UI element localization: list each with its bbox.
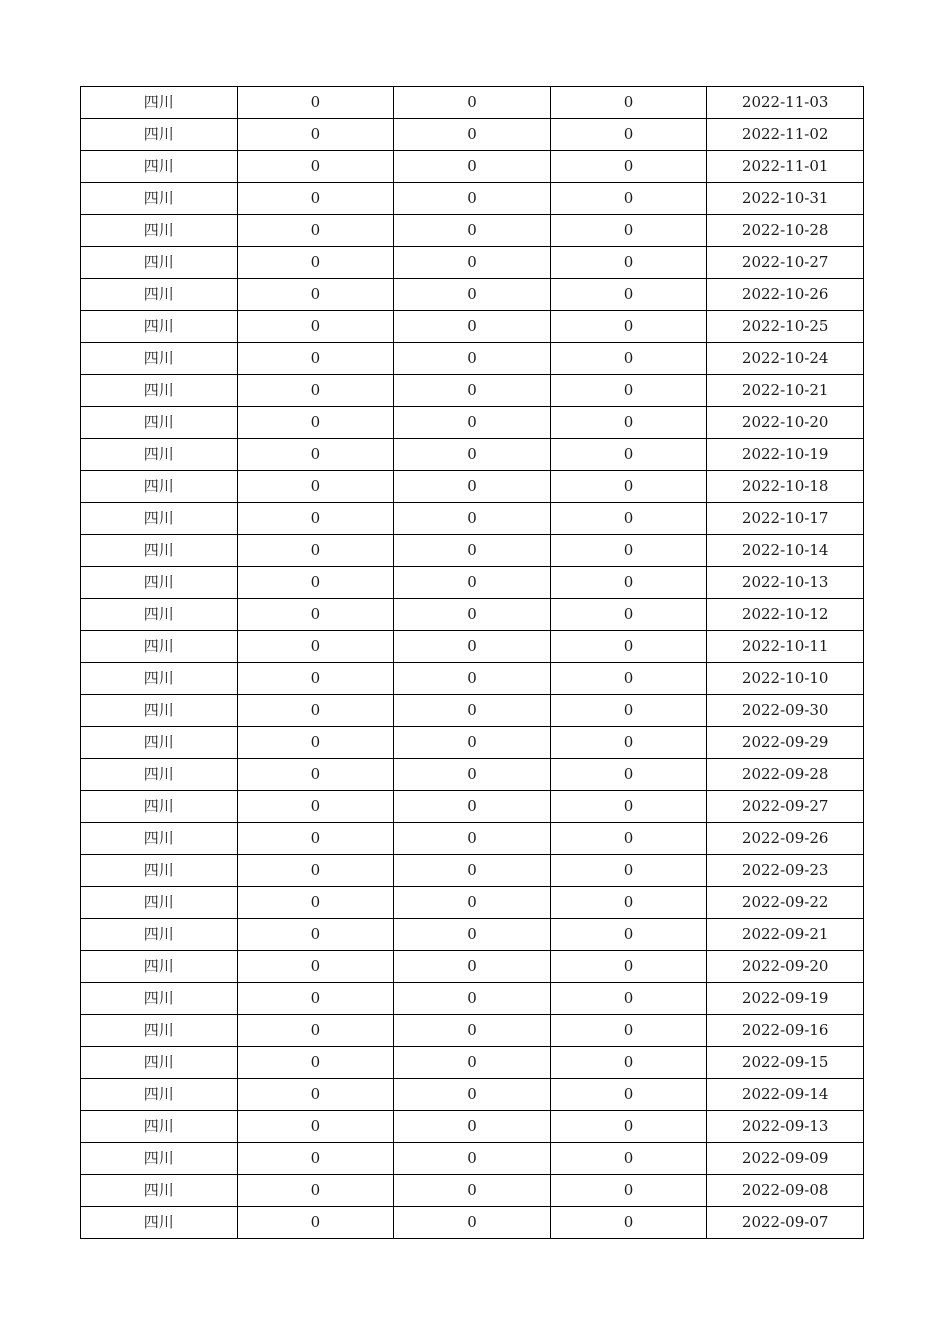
region-cell: 四川 (81, 663, 238, 695)
value-cell-3: 0 (550, 439, 707, 471)
table-row (81, 471, 864, 503)
value-cell-1: 0 (237, 439, 394, 471)
table-row (81, 535, 864, 567)
value-cell-3: 0 (550, 343, 707, 375)
value-cell-2: 0 (394, 343, 551, 375)
value-cell-2: 0 (394, 1015, 551, 1047)
value-cell-3: 0 (550, 951, 707, 983)
table-row (81, 87, 864, 119)
date-cell: 2022-10-17 (707, 503, 864, 535)
value-cell-1: 0 (237, 599, 394, 631)
region-cell: 四川 (81, 599, 238, 631)
date-cell: 2022-09-22 (707, 887, 864, 919)
date-cell: 2022-09-16 (707, 1015, 864, 1047)
date-cell: 2022-10-10 (707, 663, 864, 695)
value-cell-2: 0 (394, 119, 551, 151)
table-row (81, 183, 864, 215)
value-cell-1: 0 (237, 855, 394, 887)
table-row (81, 1047, 864, 1079)
date-cell: 2022-09-21 (707, 919, 864, 951)
value-cell-3: 0 (550, 727, 707, 759)
region-cell: 四川 (81, 151, 238, 183)
date-cell: 2022-10-13 (707, 567, 864, 599)
value-cell-1: 0 (237, 1015, 394, 1047)
value-cell-3: 0 (550, 311, 707, 343)
value-cell-1: 0 (237, 791, 394, 823)
date-cell: 2022-10-26 (707, 279, 864, 311)
table-row (81, 503, 864, 535)
date-cell: 2022-10-18 (707, 471, 864, 503)
value-cell-1: 0 (237, 727, 394, 759)
value-cell-1: 0 (237, 1047, 394, 1079)
date-cell: 2022-10-20 (707, 407, 864, 439)
value-cell-1: 0 (237, 1175, 394, 1207)
value-cell-2: 0 (394, 695, 551, 727)
value-cell-2: 0 (394, 1111, 551, 1143)
date-cell: 2022-09-14 (707, 1079, 864, 1111)
value-cell-2: 0 (394, 727, 551, 759)
table-row (81, 631, 864, 663)
region-cell: 四川 (81, 823, 238, 855)
value-cell-2: 0 (394, 599, 551, 631)
value-cell-2: 0 (394, 503, 551, 535)
value-cell-2: 0 (394, 1175, 551, 1207)
data-table (80, 86, 864, 1239)
table-row (81, 151, 864, 183)
table-row (81, 663, 864, 695)
value-cell-1: 0 (237, 311, 394, 343)
value-cell-3: 0 (550, 1175, 707, 1207)
date-cell: 2022-09-09 (707, 1143, 864, 1175)
value-cell-1: 0 (237, 663, 394, 695)
region-cell: 四川 (81, 695, 238, 727)
value-cell-2: 0 (394, 183, 551, 215)
date-cell: 2022-09-28 (707, 759, 864, 791)
value-cell-3: 0 (550, 1015, 707, 1047)
table-row (81, 1015, 864, 1047)
value-cell-1: 0 (237, 279, 394, 311)
value-cell-1: 0 (237, 1079, 394, 1111)
value-cell-1: 0 (237, 759, 394, 791)
region-cell: 四川 (81, 535, 238, 567)
value-cell-1: 0 (237, 119, 394, 151)
region-cell: 四川 (81, 1207, 238, 1239)
value-cell-3: 0 (550, 215, 707, 247)
date-cell: 2022-10-19 (707, 439, 864, 471)
value-cell-2: 0 (394, 535, 551, 567)
date-cell: 2022-10-11 (707, 631, 864, 663)
value-cell-1: 0 (237, 919, 394, 951)
value-cell-1: 0 (237, 567, 394, 599)
value-cell-2: 0 (394, 919, 551, 951)
value-cell-3: 0 (550, 791, 707, 823)
date-cell: 2022-10-31 (707, 183, 864, 215)
value-cell-1: 0 (237, 375, 394, 407)
region-cell: 四川 (81, 1015, 238, 1047)
region-cell: 四川 (81, 247, 238, 279)
table-row (81, 727, 864, 759)
table-row (81, 599, 864, 631)
value-cell-2: 0 (394, 87, 551, 119)
value-cell-3: 0 (550, 87, 707, 119)
value-cell-2: 0 (394, 471, 551, 503)
date-cell: 2022-11-03 (707, 87, 864, 119)
date-cell: 2022-09-23 (707, 855, 864, 887)
value-cell-2: 0 (394, 1047, 551, 1079)
date-cell: 2022-09-13 (707, 1111, 864, 1143)
value-cell-1: 0 (237, 1207, 394, 1239)
value-cell-3: 0 (550, 471, 707, 503)
date-cell: 2022-09-19 (707, 983, 864, 1015)
value-cell-2: 0 (394, 567, 551, 599)
date-cell: 2022-11-01 (707, 151, 864, 183)
table-row (81, 1079, 864, 1111)
date-cell: 2022-10-21 (707, 375, 864, 407)
value-cell-2: 0 (394, 247, 551, 279)
value-cell-1: 0 (237, 631, 394, 663)
region-cell: 四川 (81, 375, 238, 407)
value-cell-3: 0 (550, 919, 707, 951)
region-cell: 四川 (81, 759, 238, 791)
value-cell-3: 0 (550, 119, 707, 151)
value-cell-1: 0 (237, 343, 394, 375)
table-row (81, 567, 864, 599)
value-cell-3: 0 (550, 695, 707, 727)
value-cell-2: 0 (394, 791, 551, 823)
table-row (81, 1143, 864, 1175)
region-cell: 四川 (81, 1175, 238, 1207)
value-cell-3: 0 (550, 151, 707, 183)
value-cell-2: 0 (394, 375, 551, 407)
table-row (81, 1207, 864, 1239)
value-cell-2: 0 (394, 1207, 551, 1239)
value-cell-2: 0 (394, 215, 551, 247)
value-cell-1: 0 (237, 183, 394, 215)
value-cell-3: 0 (550, 1079, 707, 1111)
date-cell: 2022-09-29 (707, 727, 864, 759)
table-row (81, 983, 864, 1015)
value-cell-2: 0 (394, 663, 551, 695)
region-cell: 四川 (81, 407, 238, 439)
value-cell-1: 0 (237, 215, 394, 247)
value-cell-2: 0 (394, 759, 551, 791)
region-cell: 四川 (81, 1047, 238, 1079)
value-cell-1: 0 (237, 535, 394, 567)
table-row (81, 439, 864, 471)
region-cell: 四川 (81, 727, 238, 759)
table-row (81, 759, 864, 791)
value-cell-3: 0 (550, 1207, 707, 1239)
value-cell-1: 0 (237, 823, 394, 855)
value-cell-1: 0 (237, 151, 394, 183)
value-cell-2: 0 (394, 439, 551, 471)
region-cell: 四川 (81, 919, 238, 951)
date-cell: 2022-09-30 (707, 695, 864, 727)
region-cell: 四川 (81, 311, 238, 343)
region-cell: 四川 (81, 855, 238, 887)
value-cell-3: 0 (550, 983, 707, 1015)
table-row (81, 279, 864, 311)
date-cell: 2022-11-02 (707, 119, 864, 151)
value-cell-3: 0 (550, 407, 707, 439)
value-cell-2: 0 (394, 311, 551, 343)
date-cell: 2022-10-14 (707, 535, 864, 567)
value-cell-2: 0 (394, 983, 551, 1015)
value-cell-1: 0 (237, 1143, 394, 1175)
value-cell-3: 0 (550, 855, 707, 887)
region-cell: 四川 (81, 887, 238, 919)
region-cell: 四川 (81, 503, 238, 535)
region-cell: 四川 (81, 215, 238, 247)
value-cell-1: 0 (237, 87, 394, 119)
value-cell-1: 0 (237, 983, 394, 1015)
value-cell-3: 0 (550, 375, 707, 407)
value-cell-3: 0 (550, 1111, 707, 1143)
value-cell-1: 0 (237, 951, 394, 983)
date-cell: 2022-10-27 (707, 247, 864, 279)
table-body (81, 87, 864, 1239)
value-cell-3: 0 (550, 535, 707, 567)
value-cell-3: 0 (550, 631, 707, 663)
region-cell: 四川 (81, 1079, 238, 1111)
table-row (81, 855, 864, 887)
region-cell: 四川 (81, 1111, 238, 1143)
value-cell-2: 0 (394, 1143, 551, 1175)
table-row (81, 887, 864, 919)
date-cell: 2022-09-20 (707, 951, 864, 983)
table-row (81, 951, 864, 983)
table-row (81, 311, 864, 343)
value-cell-1: 0 (237, 247, 394, 279)
value-cell-3: 0 (550, 759, 707, 791)
table-row (81, 695, 864, 727)
region-cell: 四川 (81, 951, 238, 983)
value-cell-3: 0 (550, 567, 707, 599)
value-cell-3: 0 (550, 183, 707, 215)
table-row (81, 407, 864, 439)
value-cell-2: 0 (394, 887, 551, 919)
region-cell: 四川 (81, 471, 238, 503)
region-cell: 四川 (81, 631, 238, 663)
date-cell: 2022-10-24 (707, 343, 864, 375)
table-row (81, 375, 864, 407)
value-cell-3: 0 (550, 599, 707, 631)
value-cell-2: 0 (394, 951, 551, 983)
table-row (81, 1175, 864, 1207)
table-row (81, 823, 864, 855)
region-cell: 四川 (81, 343, 238, 375)
date-cell: 2022-09-15 (707, 1047, 864, 1079)
value-cell-3: 0 (550, 1047, 707, 1079)
region-cell: 四川 (81, 791, 238, 823)
value-cell-2: 0 (394, 407, 551, 439)
region-cell: 四川 (81, 87, 238, 119)
table-row (81, 791, 864, 823)
date-cell: 2022-09-08 (707, 1175, 864, 1207)
table-row (81, 343, 864, 375)
region-cell: 四川 (81, 567, 238, 599)
table-row (81, 919, 864, 951)
table-row (81, 247, 864, 279)
value-cell-3: 0 (550, 1143, 707, 1175)
region-cell: 四川 (81, 983, 238, 1015)
value-cell-1: 0 (237, 471, 394, 503)
value-cell-3: 0 (550, 279, 707, 311)
value-cell-3: 0 (550, 823, 707, 855)
value-cell-1: 0 (237, 695, 394, 727)
region-cell: 四川 (81, 279, 238, 311)
date-cell: 2022-10-28 (707, 215, 864, 247)
value-cell-2: 0 (394, 631, 551, 663)
region-cell: 四川 (81, 439, 238, 471)
date-cell: 2022-09-07 (707, 1207, 864, 1239)
value-cell-1: 0 (237, 887, 394, 919)
value-cell-2: 0 (394, 855, 551, 887)
region-cell: 四川 (81, 1143, 238, 1175)
table-row (81, 119, 864, 151)
region-cell: 四川 (81, 183, 238, 215)
value-cell-2: 0 (394, 823, 551, 855)
table-row (81, 1111, 864, 1143)
value-cell-1: 0 (237, 503, 394, 535)
value-cell-1: 0 (237, 1111, 394, 1143)
value-cell-2: 0 (394, 151, 551, 183)
region-cell: 四川 (81, 119, 238, 151)
value-cell-2: 0 (394, 279, 551, 311)
value-cell-1: 0 (237, 407, 394, 439)
date-cell: 2022-10-12 (707, 599, 864, 631)
date-cell: 2022-09-26 (707, 823, 864, 855)
value-cell-3: 0 (550, 247, 707, 279)
table-row (81, 215, 864, 247)
value-cell-3: 0 (550, 503, 707, 535)
value-cell-3: 0 (550, 887, 707, 919)
date-cell: 2022-09-27 (707, 791, 864, 823)
value-cell-3: 0 (550, 663, 707, 695)
value-cell-2: 0 (394, 1079, 551, 1111)
date-cell: 2022-10-25 (707, 311, 864, 343)
